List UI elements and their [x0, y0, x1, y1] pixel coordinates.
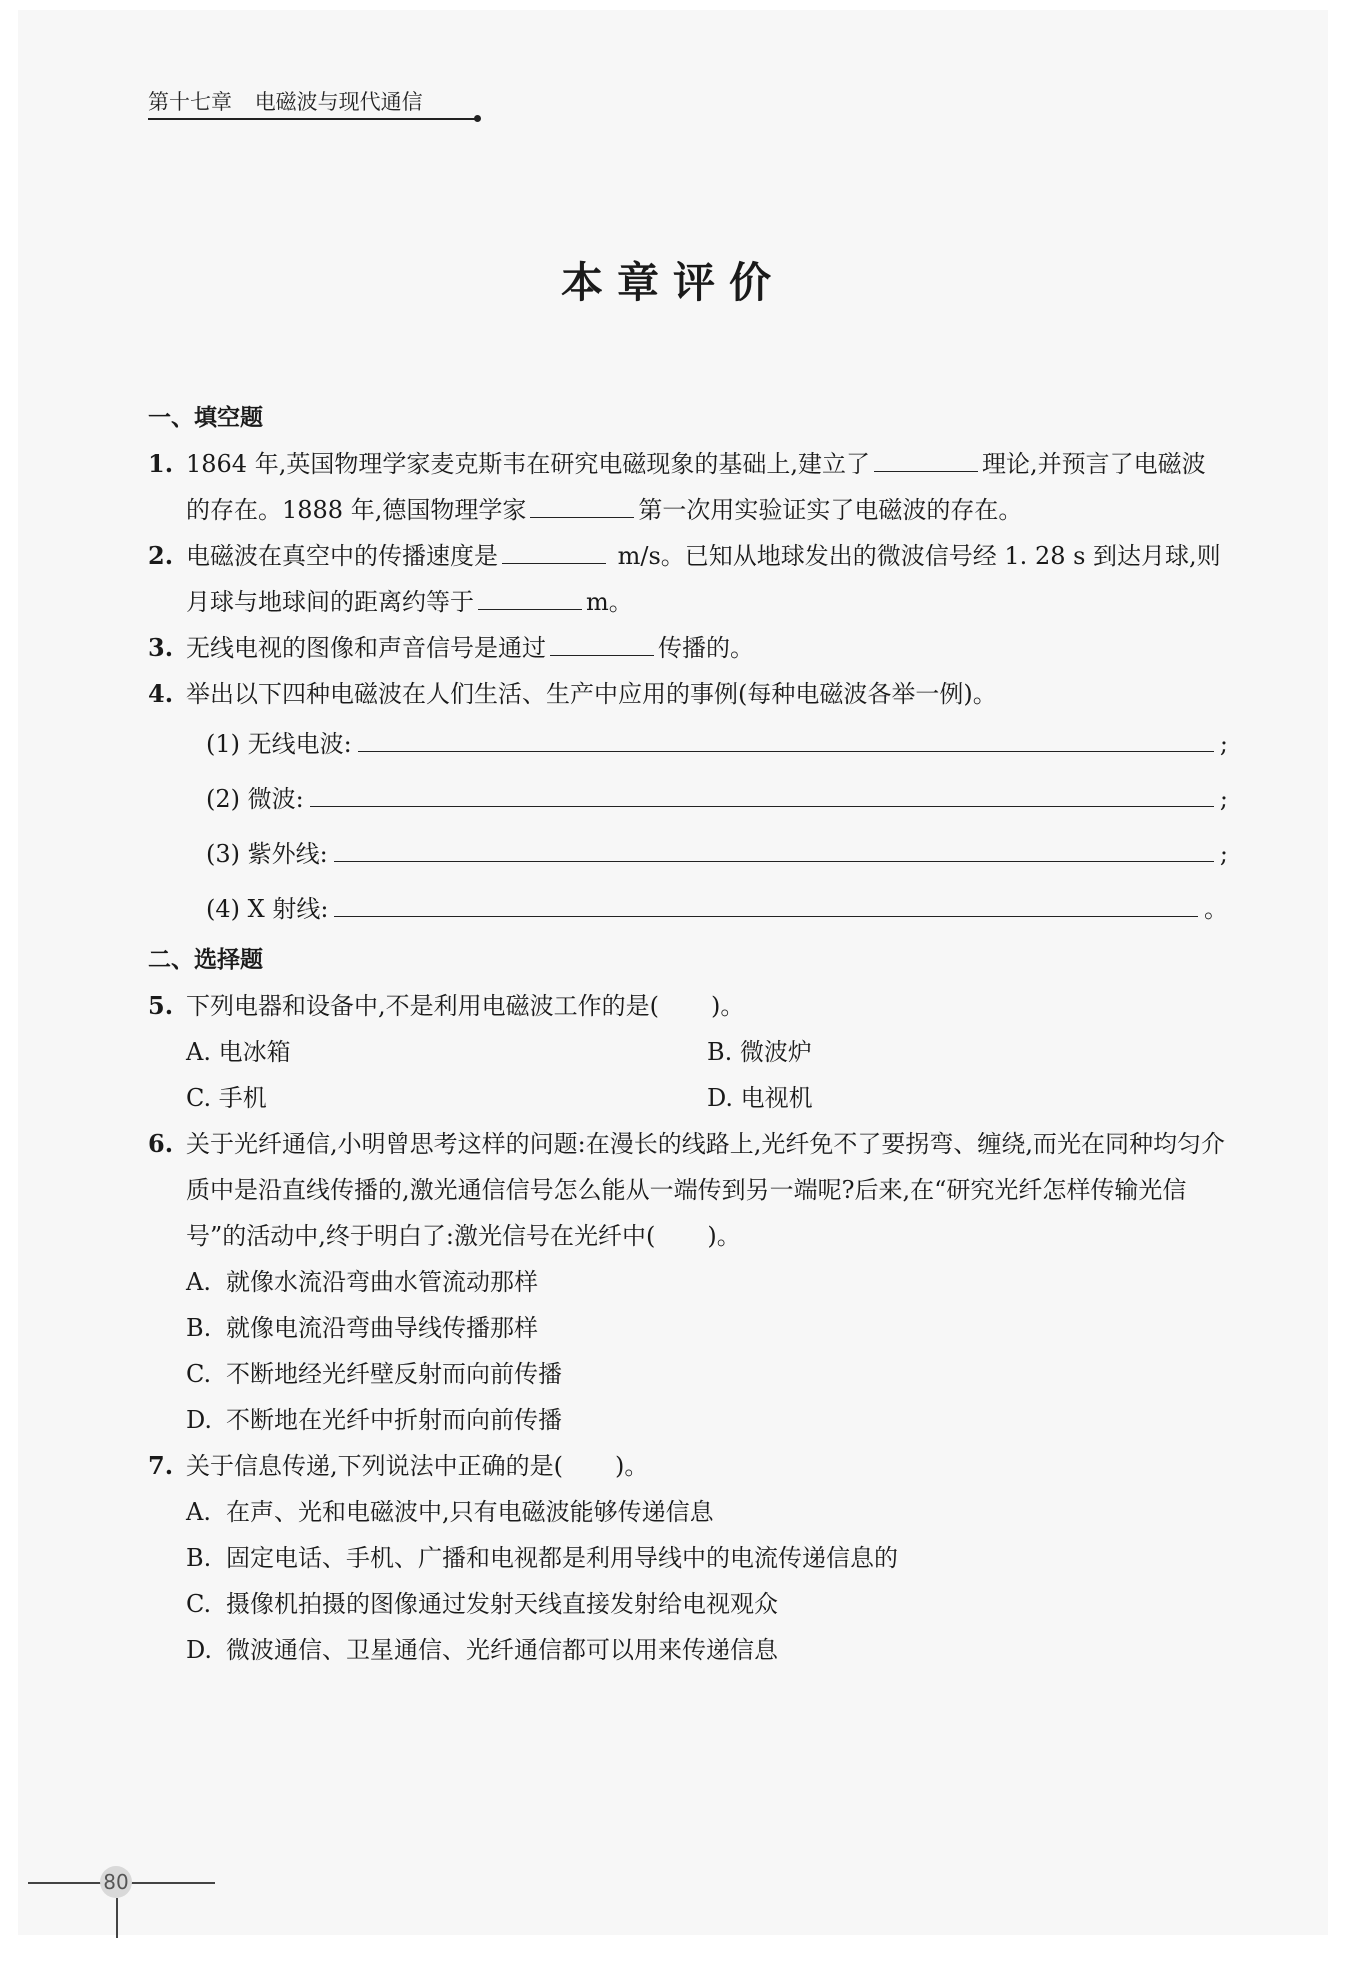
question-3 [148, 625, 1228, 671]
footer-rule-right [130, 1882, 215, 1884]
option-letter: A. [186, 1268, 211, 1296]
question-text: 无线电视的图像和声音信号是通过 [186, 634, 546, 662]
option-b[interactable]: B. 微波炉 [707, 1038, 812, 1066]
option-d[interactable]: D. 电视机 [707, 1084, 813, 1112]
option-c[interactable]: C. 手机 [186, 1084, 267, 1112]
option-text: 就像水流沿弯曲水管流动那样 [226, 1268, 538, 1296]
section-choice-title: 二、选择题 [148, 947, 263, 973]
running-header [148, 86, 423, 116]
question-text: )。 [707, 1222, 741, 1250]
question-text: 第一次用实验证实了电磁波的存在。 [638, 496, 1023, 524]
section-fill-blank-title: 一、填空题 [148, 405, 263, 431]
question-number: 4. [148, 679, 174, 708]
question-4 [148, 671, 1228, 717]
option-row [148, 1029, 1228, 1075]
option-text: 微波通信、卫星通信、光纤通信都可以用来传递信息 [226, 1636, 778, 1664]
option-letter: D. [186, 1636, 213, 1664]
page [18, 10, 1328, 1935]
question-text: 1864 年,英国物理学家麦克斯韦在研究电磁现象的基础上,建立了 [186, 450, 870, 478]
answer-line-row [148, 882, 1228, 937]
question-number: 5. [148, 991, 174, 1020]
question-text: m/s。已知从地球发出的微波信号经 1. 28 s 到达月球,则月球与地球间的距离约等于 [186, 542, 1221, 616]
question-text: 举出以下四种电磁波在人们生活、生产中应用的事例(每种电磁波各举一例)。 [186, 680, 997, 708]
footer-rule-vertical [116, 1898, 118, 1938]
option-text: 不断地在光纤中折射而向前传播 [226, 1406, 562, 1434]
question-number: 1. [148, 449, 174, 478]
option-letter: A. [186, 1498, 211, 1526]
option-letter: C. [186, 1590, 212, 1618]
question-text: 理论,并预言了电磁波的存在。1888 年,德国物理学家 [186, 450, 1206, 524]
question-number: 3. [148, 633, 174, 662]
question-number: 7. [148, 1451, 174, 1480]
option-letter: B. [186, 1544, 212, 1572]
question-7 [148, 1443, 1228, 1489]
option-a[interactable]: A. 电冰箱 [186, 1038, 291, 1066]
option-text: 在声、光和电磁波中,只有电磁波能够传递信息 [226, 1498, 714, 1526]
answer-line-row [148, 772, 1228, 827]
answer-line-row [148, 827, 1228, 882]
page-title: 本章评价 [560, 258, 785, 307]
answer-line[interactable] [358, 719, 1214, 752]
answer-line-row [148, 717, 1228, 772]
question-number: 6. [148, 1129, 174, 1158]
line-end-punct: ; [1219, 730, 1228, 758]
main-content [148, 395, 1228, 1673]
option-d[interactable] [148, 1627, 1228, 1673]
question-5 [148, 983, 1228, 1029]
option-c[interactable] [148, 1581, 1228, 1627]
question-text: 下列电器和设备中,不是利用电磁波工作的是( [186, 992, 659, 1020]
answer-line[interactable] [334, 884, 1198, 917]
option-text: 摄像机拍摄的图像通过发射天线直接发射给电视观众 [226, 1590, 778, 1618]
option-d[interactable] [148, 1397, 1228, 1443]
question-text: )。 [711, 992, 745, 1020]
answer-blank[interactable] [530, 489, 634, 518]
question-text: 关于光纤通信,小明曾思考这样的问题:在漫长的线路上,光纤免不了要拐弯、缠绕,而光在同种均匀介质中是沿直线传播的,激光通信信号怎么能从一端传到另一端呢?后来,在“研究光纤怎样传输光信号”的活动中,终于明白了:激光信号在光纤中( [186, 1130, 1225, 1250]
sub-item-label: (1) 无线电波: [206, 730, 352, 758]
sub-item-label: (4) X 射线: [206, 895, 329, 923]
answer-blank[interactable] [478, 581, 582, 610]
option-letter: D. [186, 1406, 213, 1434]
question-6 [148, 1121, 1228, 1259]
line-end-punct: 。 [1204, 895, 1228, 923]
answer-line[interactable] [334, 829, 1214, 862]
sub-item-label: (3) 紫外线: [206, 840, 328, 868]
answer-blank[interactable] [550, 627, 654, 656]
line-end-punct: ; [1219, 785, 1228, 813]
question-2 [148, 533, 1228, 625]
question-text: 关于信息传递,下列说法中正确的是( [186, 1452, 563, 1480]
question-text: 电磁波在真空中的传播速度是 [186, 542, 498, 570]
option-letter: B. [186, 1314, 212, 1342]
chapter-number: 第十七章 [148, 90, 232, 114]
answer-blank[interactable] [502, 535, 606, 564]
footer-rule-left [28, 1882, 103, 1884]
answer-blank[interactable] [874, 443, 978, 472]
question-1 [148, 441, 1228, 533]
option-letter: C. [186, 1360, 212, 1388]
question-text: m。 [586, 588, 633, 616]
header-rule [148, 118, 478, 120]
question-number: 2. [148, 541, 174, 570]
option-text: 就像电流沿弯曲导线传播那样 [226, 1314, 538, 1342]
option-text: 不断地经光纤壁反射而向前传播 [226, 1360, 562, 1388]
sub-item-label: (2) 微波: [206, 785, 304, 813]
answer-line[interactable] [310, 774, 1214, 807]
header-dot [474, 115, 481, 122]
option-b[interactable] [148, 1535, 1228, 1581]
chapter-title: 电磁波与现代通信 [254, 90, 423, 114]
question-text: )。 [615, 1452, 649, 1480]
question-text: 传播的。 [658, 634, 754, 662]
page-number: 80 [100, 1866, 132, 1898]
option-b[interactable] [148, 1305, 1228, 1351]
option-a[interactable] [148, 1259, 1228, 1305]
option-a[interactable] [148, 1489, 1228, 1535]
option-row [148, 1075, 1228, 1121]
line-end-punct: ; [1219, 840, 1228, 868]
option-text: 固定电话、手机、广播和电视都是利用导线中的电流传递信息的 [226, 1544, 898, 1572]
option-c[interactable] [148, 1351, 1228, 1397]
